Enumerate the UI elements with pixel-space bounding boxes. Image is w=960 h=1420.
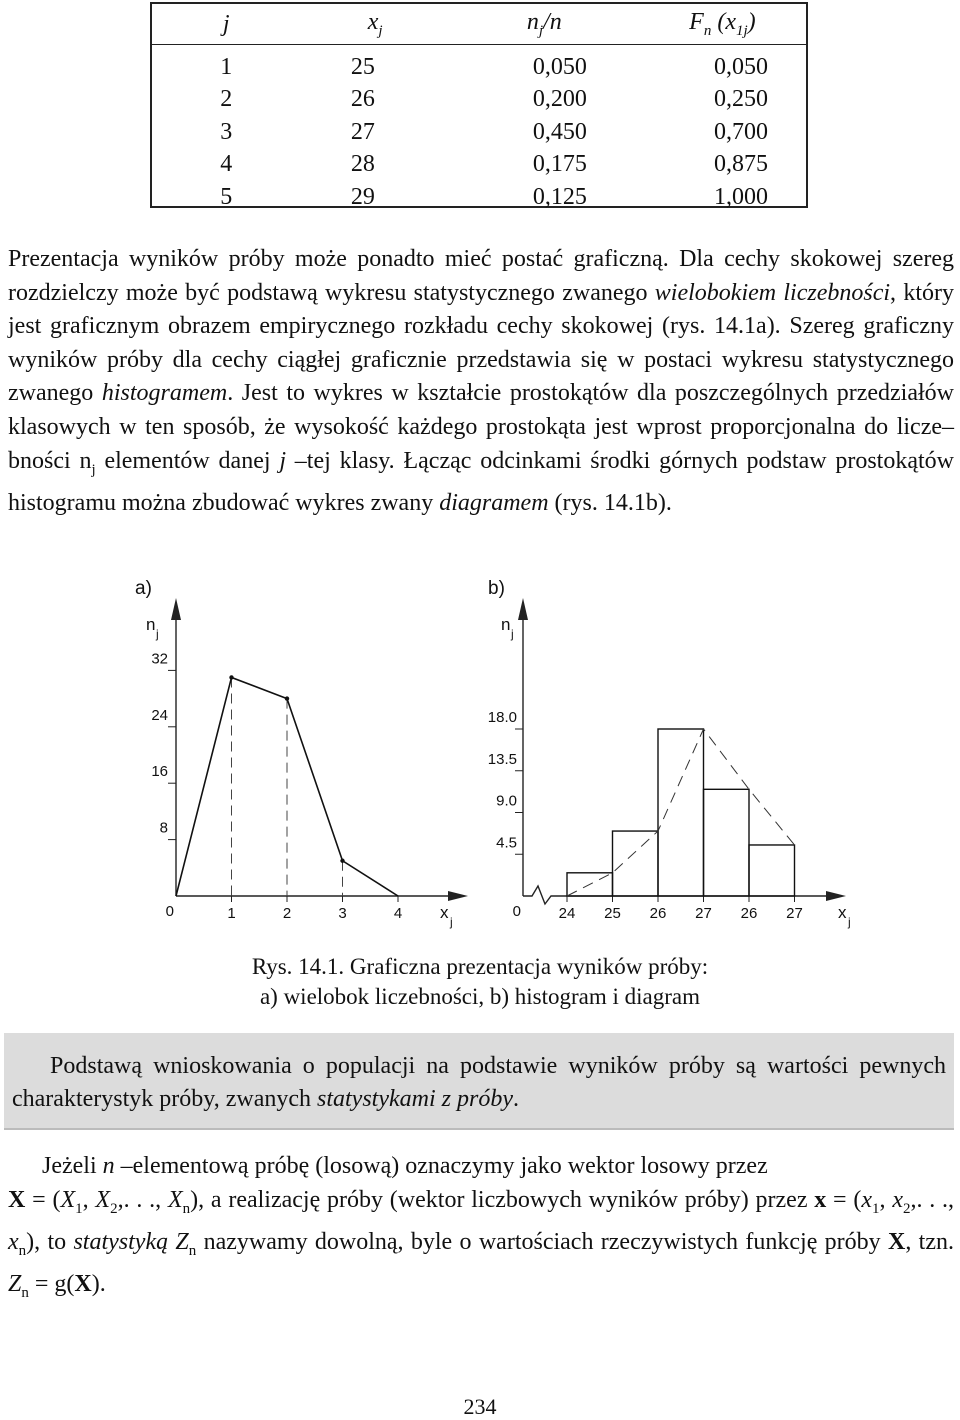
chart-a-y-tick-label: 32 (151, 650, 168, 668)
chart-b-histogram-bar (749, 845, 795, 896)
chart-a-xlabel: x (440, 903, 449, 922)
chart-a-origin: 0 (165, 903, 174, 920)
chart-b-diagram-line (567, 729, 795, 896)
chart-a-x-tick-label: 3 (338, 905, 347, 922)
header-j: j (152, 4, 300, 45)
chart-a-x-arrow (448, 891, 468, 901)
chart-a-ylabel-sub: j (156, 627, 159, 641)
table-cell: 3 (220, 118, 233, 145)
chart-b-ylabel-sub: j (511, 627, 514, 641)
table-cell: 0,875 (714, 151, 768, 178)
table-cell: 0,175 (532, 151, 587, 178)
chart-b-x-arrow (826, 891, 846, 901)
table-cell: 4 (220, 151, 233, 178)
chart-b-x-tick-label: 27 (695, 905, 712, 922)
chart-b-y-tick-label: 9.0 (496, 792, 517, 810)
chart-b-xlabel: x (838, 903, 847, 922)
chart-a-y-tick-label: 24 (151, 706, 168, 724)
header-xj: $x_j$ (300, 4, 449, 45)
chart-b-label: b) (488, 578, 505, 599)
table-cell: 25 (350, 53, 375, 80)
chart-b-x-tick-label: 25 (604, 905, 621, 922)
chart-a-point (285, 696, 289, 700)
chart-a-label: a) (135, 578, 152, 599)
highlight-text: Podstawą wnioskowania o populacji na podstawie wyników próby są wartości pewnych charakterystyk próby, zwanych statystykami z próby. (12, 1053, 946, 1112)
chart-b-origin: 0 (512, 903, 521, 920)
highlight-box (4, 1033, 954, 1130)
table-row (152, 116, 806, 149)
table-cell: 29 (350, 183, 375, 210)
table-cell: 0,125 (532, 183, 587, 210)
table-header-row (152, 4, 806, 45)
chart-b-y-tick-label: 13.5 (487, 750, 517, 768)
header-njn: $n_j/n$ (450, 4, 639, 45)
chart-b-x-tick-label: 26 (740, 905, 758, 922)
table-cell: 0,050 (714, 53, 768, 80)
chart-a-xlabel-sub: j (450, 915, 453, 929)
page-number: 234 (463, 1394, 497, 1419)
chart-a-point (340, 859, 344, 863)
chart-a-x-tick-label: 4 (393, 905, 403, 922)
figure-caption (0, 952, 960, 1012)
table-cell: 28 (350, 151, 375, 178)
figure-svg (0, 560, 960, 940)
table-cell: 2 (220, 86, 233, 113)
chart-b-histogram-bar (658, 729, 704, 896)
paragraph-presentation: Prezentacja wyników próby może ponadto mieć postać graficzną. Dla cechy skokowej szereg rozdzielczy może być podstawą wykresu statystycznego zwanego wielobokiem liczebności, który jest graficznym obrazem empirycznego rozkładu cechy skokowej (rys. 14.1a). Szereg graficzny wyników próby dla cechy ciągłej graficznie przedstawia się w postaci wykresu statystycznego zwanego histogramem. Jest to wykres w kształcie prostokątów dla poszczególnych przedziałów klasowych w ten sposób, że wysokość każdego prostokąta jest wprost proporcjonalna do licze–bności $n_j$ elementów danej j –tej klasy. Łącząc odcinkami środki górnych podstaw prostokątów histogramu można zbudować wykres zwany diagramem (rys. 14.1b). (8, 246, 955, 516)
table-cell: 0,700 (714, 118, 768, 145)
chart-a-x-tick-label: 1 (227, 905, 236, 922)
chart-b-y-arrow (518, 598, 528, 620)
table-cell: 0,250 (714, 86, 768, 113)
figure-14-1 (0, 560, 960, 940)
chart-a-y-tick-label: 8 (159, 819, 168, 837)
chart-a-point (229, 675, 233, 679)
table-cell: 0,050 (532, 53, 587, 80)
distribution-table (150, 2, 808, 208)
chart-b-x-tick-label: 27 (786, 905, 803, 922)
chart-b-histogram-bar (613, 831, 659, 896)
table-row (152, 45, 806, 84)
chart-b-histogram-bar (704, 789, 750, 896)
table-cell: 26 (350, 86, 375, 113)
chart-a-x-tick-label: 2 (282, 905, 292, 922)
chart-b-ylabel: n (501, 615, 511, 634)
chart-b-y-tick-label: 18.0 (487, 709, 517, 726)
chart-b-x-tick-label: 26 (649, 905, 667, 922)
chart-a-y-arrow (171, 598, 181, 620)
header-fn: $F_n$ $(x_{1j})$ (639, 4, 806, 45)
paragraph-statistic: Jeżeli n –elementową próbę (losową) oznaczymy jako wektor losowy przez $X = (X_1$, $X_2$,. . ., $X_n$), a realizację próby (wektor liczbowych wyników próby) przez $x = (x_1$, $x_2$,. . ., $x_n$), to statystyką $Z_n$ nazywamy dowolną, byle o wartościach rzeczywistych funkcję próby X, tzn. $Z_n = g(X)$. (8, 1153, 955, 1302)
chart-a-y-tick-label: 16 (151, 763, 168, 781)
table-cell: 0,200 (532, 86, 587, 113)
table-cell: 1,000 (714, 183, 768, 210)
table-cell: 5 (220, 183, 233, 210)
table-row (152, 181, 806, 214)
chart-b-x-tick-label: 24 (558, 905, 576, 922)
chart-b-xlabel-sub: j (848, 915, 851, 929)
table-cell: 0,450 (532, 118, 587, 145)
caption-line-2: a) wielobok liczebności, b) histogram i diagram (259, 984, 701, 1009)
table-row (152, 84, 806, 117)
caption-line-1: Rys. 14.1. Graficzna prezentacja wyników próby: (251, 954, 709, 979)
table-cell: 1 (220, 53, 233, 80)
table-row (152, 149, 806, 182)
chart-b-y-tick-label: 4.5 (496, 834, 517, 852)
table-cell: 27 (350, 118, 375, 145)
chart-a-ylabel: n (146, 615, 156, 634)
